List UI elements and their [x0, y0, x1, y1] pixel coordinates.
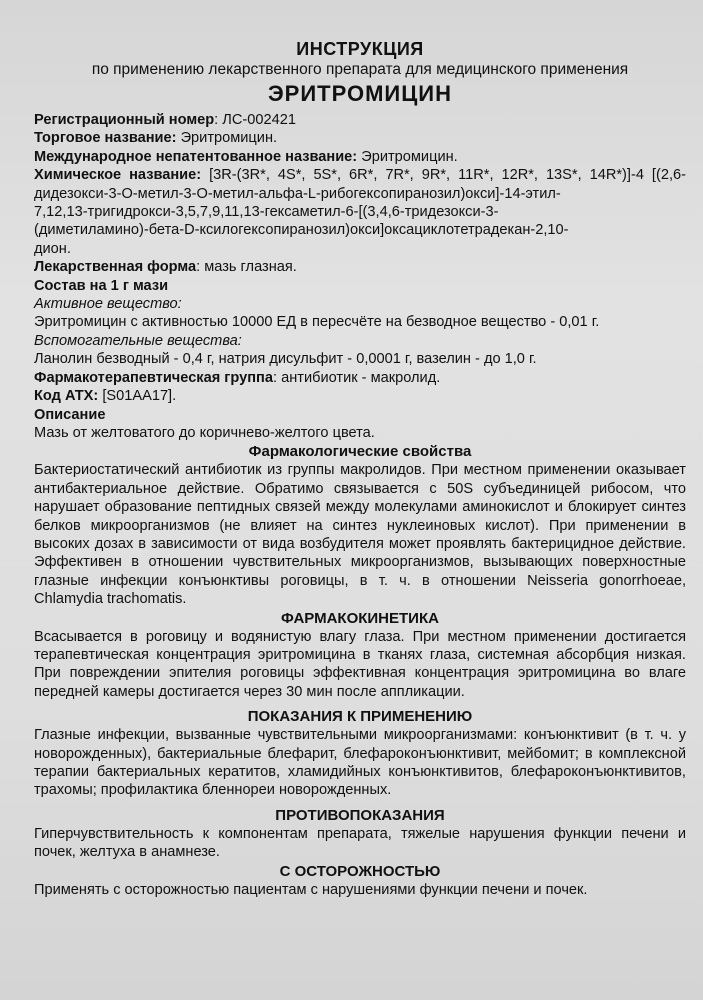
- section-indications-text: Глазные инфекции, вызванные чувствительными микроорганизмами: конъюнктивит (в т. ч. у новорожденных), бактериальные блефарит, блефароконъюнктивит, мейбомит; в комплексной терапии бактериальных кератитов, хламидийных конъюнктивитов, блефароконъюнктивитов, трахомы; профилактика бленнореи новорожденных.: [34, 727, 686, 799]
- section-indications-title: ПОКАЗАНИЯ К ПРИМЕНЕНИЮ: [247, 708, 473, 726]
- section-pharmacology-text: Бактериостатический антибиотик из группы макролидов. При местном применении оказывает антибактериальное действие. Обратимо связывается с 50S субъединицей рибосом, что нарушает образование пептидных связей между молекулами аминокислот и блокирует синтез белков микроорганизмов (не влияет на синтез нуклеиновых кислот). При применении в высоких дозах в зависимости от вида возбудителя может проявлять бактерицидное действие. Эффективен в отношении чувствительных микроорганизмов, вызывающих поверхностные глазные инфекции конъюнктивы роговицы, в т. ч. в отношении Neisseria gonorrhoeae, Chlamydia trachomatis.: [34, 462, 686, 608]
- active-substance-label: Активное вещество:: [34, 296, 182, 313]
- drug-name: ЭРИТРОМИЦИН: [268, 81, 452, 106]
- section-pk-text: Всасывается в роговицу и водянистую влагу глаза. При местном применении достигается терапевтическая концентрация эритромицина в тканях глаза, системная абсорбция низкая. При повреждении эпителия роговицы эффективная концентрация эритромицина во влаге передней камеры достигается через 30 мин после аппликации.: [34, 628, 686, 700]
- active-substance: Эритромицин с активностью 10000 ЕД в пересчёте на безводное вещество - 0,01 г.: [34, 314, 600, 331]
- inn-name: Международное непатентованное название: Эритромицин.: [34, 148, 458, 165]
- atc-code: Код АТХ: [S01AA17].: [34, 388, 177, 405]
- doc-title: ИНСТРУКЦИЯ: [296, 39, 424, 59]
- section-caution-title: С ОСТОРОЖНОСТЬЮ: [279, 862, 441, 880]
- section-contraindications-title: ПРОТИВОПОКАЗАНИЯ: [275, 806, 445, 824]
- dosage-form: Лекарственная форма: мазь глазная.: [34, 259, 297, 276]
- registration-number: Регистрационный номер: ЛС-002421: [34, 112, 296, 128]
- instruction-body: [34, 38, 686, 899]
- excipients: Ланолин безводный - 0,4 г, натрия дисульфит - 0,0001 г, вазелин - до 1,0 г.: [34, 351, 537, 368]
- section-caution-text: Применять с осторожностью пациентам с нарушениями функции печени и почек.: [34, 881, 588, 898]
- description-title: Описание: [34, 406, 106, 423]
- section-pharmacology-title: Фармакологические свойства: [248, 443, 472, 461]
- description: Мазь от желтоватого до коричнево-желтого цвета.: [34, 424, 375, 441]
- trade-name: Торговое название: Эритромицин.: [34, 130, 278, 147]
- section-contraindications-text: Гиперчувствительность к компонентам препарата, тяжелые нарушения функции печени и почек, желтуха в анамнезе.: [34, 825, 686, 861]
- excipients-label: Вспомогательные вещества:: [34, 332, 242, 349]
- doc-subtitle: по применению лекарственного препарата для медицинского применения: [91, 61, 629, 78]
- pharm-group: Фармакотерапевтическая группа: антибиотик - макролид.: [34, 369, 441, 386]
- composition-title: Состав на 1 г мази: [34, 277, 169, 294]
- chemical-name: Химическое название: [3R-(3R*, 4S*, 5S*, 6R*, 7R*, 9R*, 11R*, 12R*, 13S*, 14R*)]-4 [(2,6- дидезокси-3-О-метил-3-О-метил-альфа-L-рибогексопиранозил)окси]-14-этил- 7,12,13-тригидрокси-3,5,7,9,11,13-гексаметил-6-[(3,4,6-тридезокси-3- (диметиламино)-бета-D-ксилогексопиранозил)окси]оксациклотетрадекан-2,10- дион.: [34, 167, 686, 257]
- section-pk-title: ФАРМАКОКИНЕТИКА: [281, 609, 439, 627]
